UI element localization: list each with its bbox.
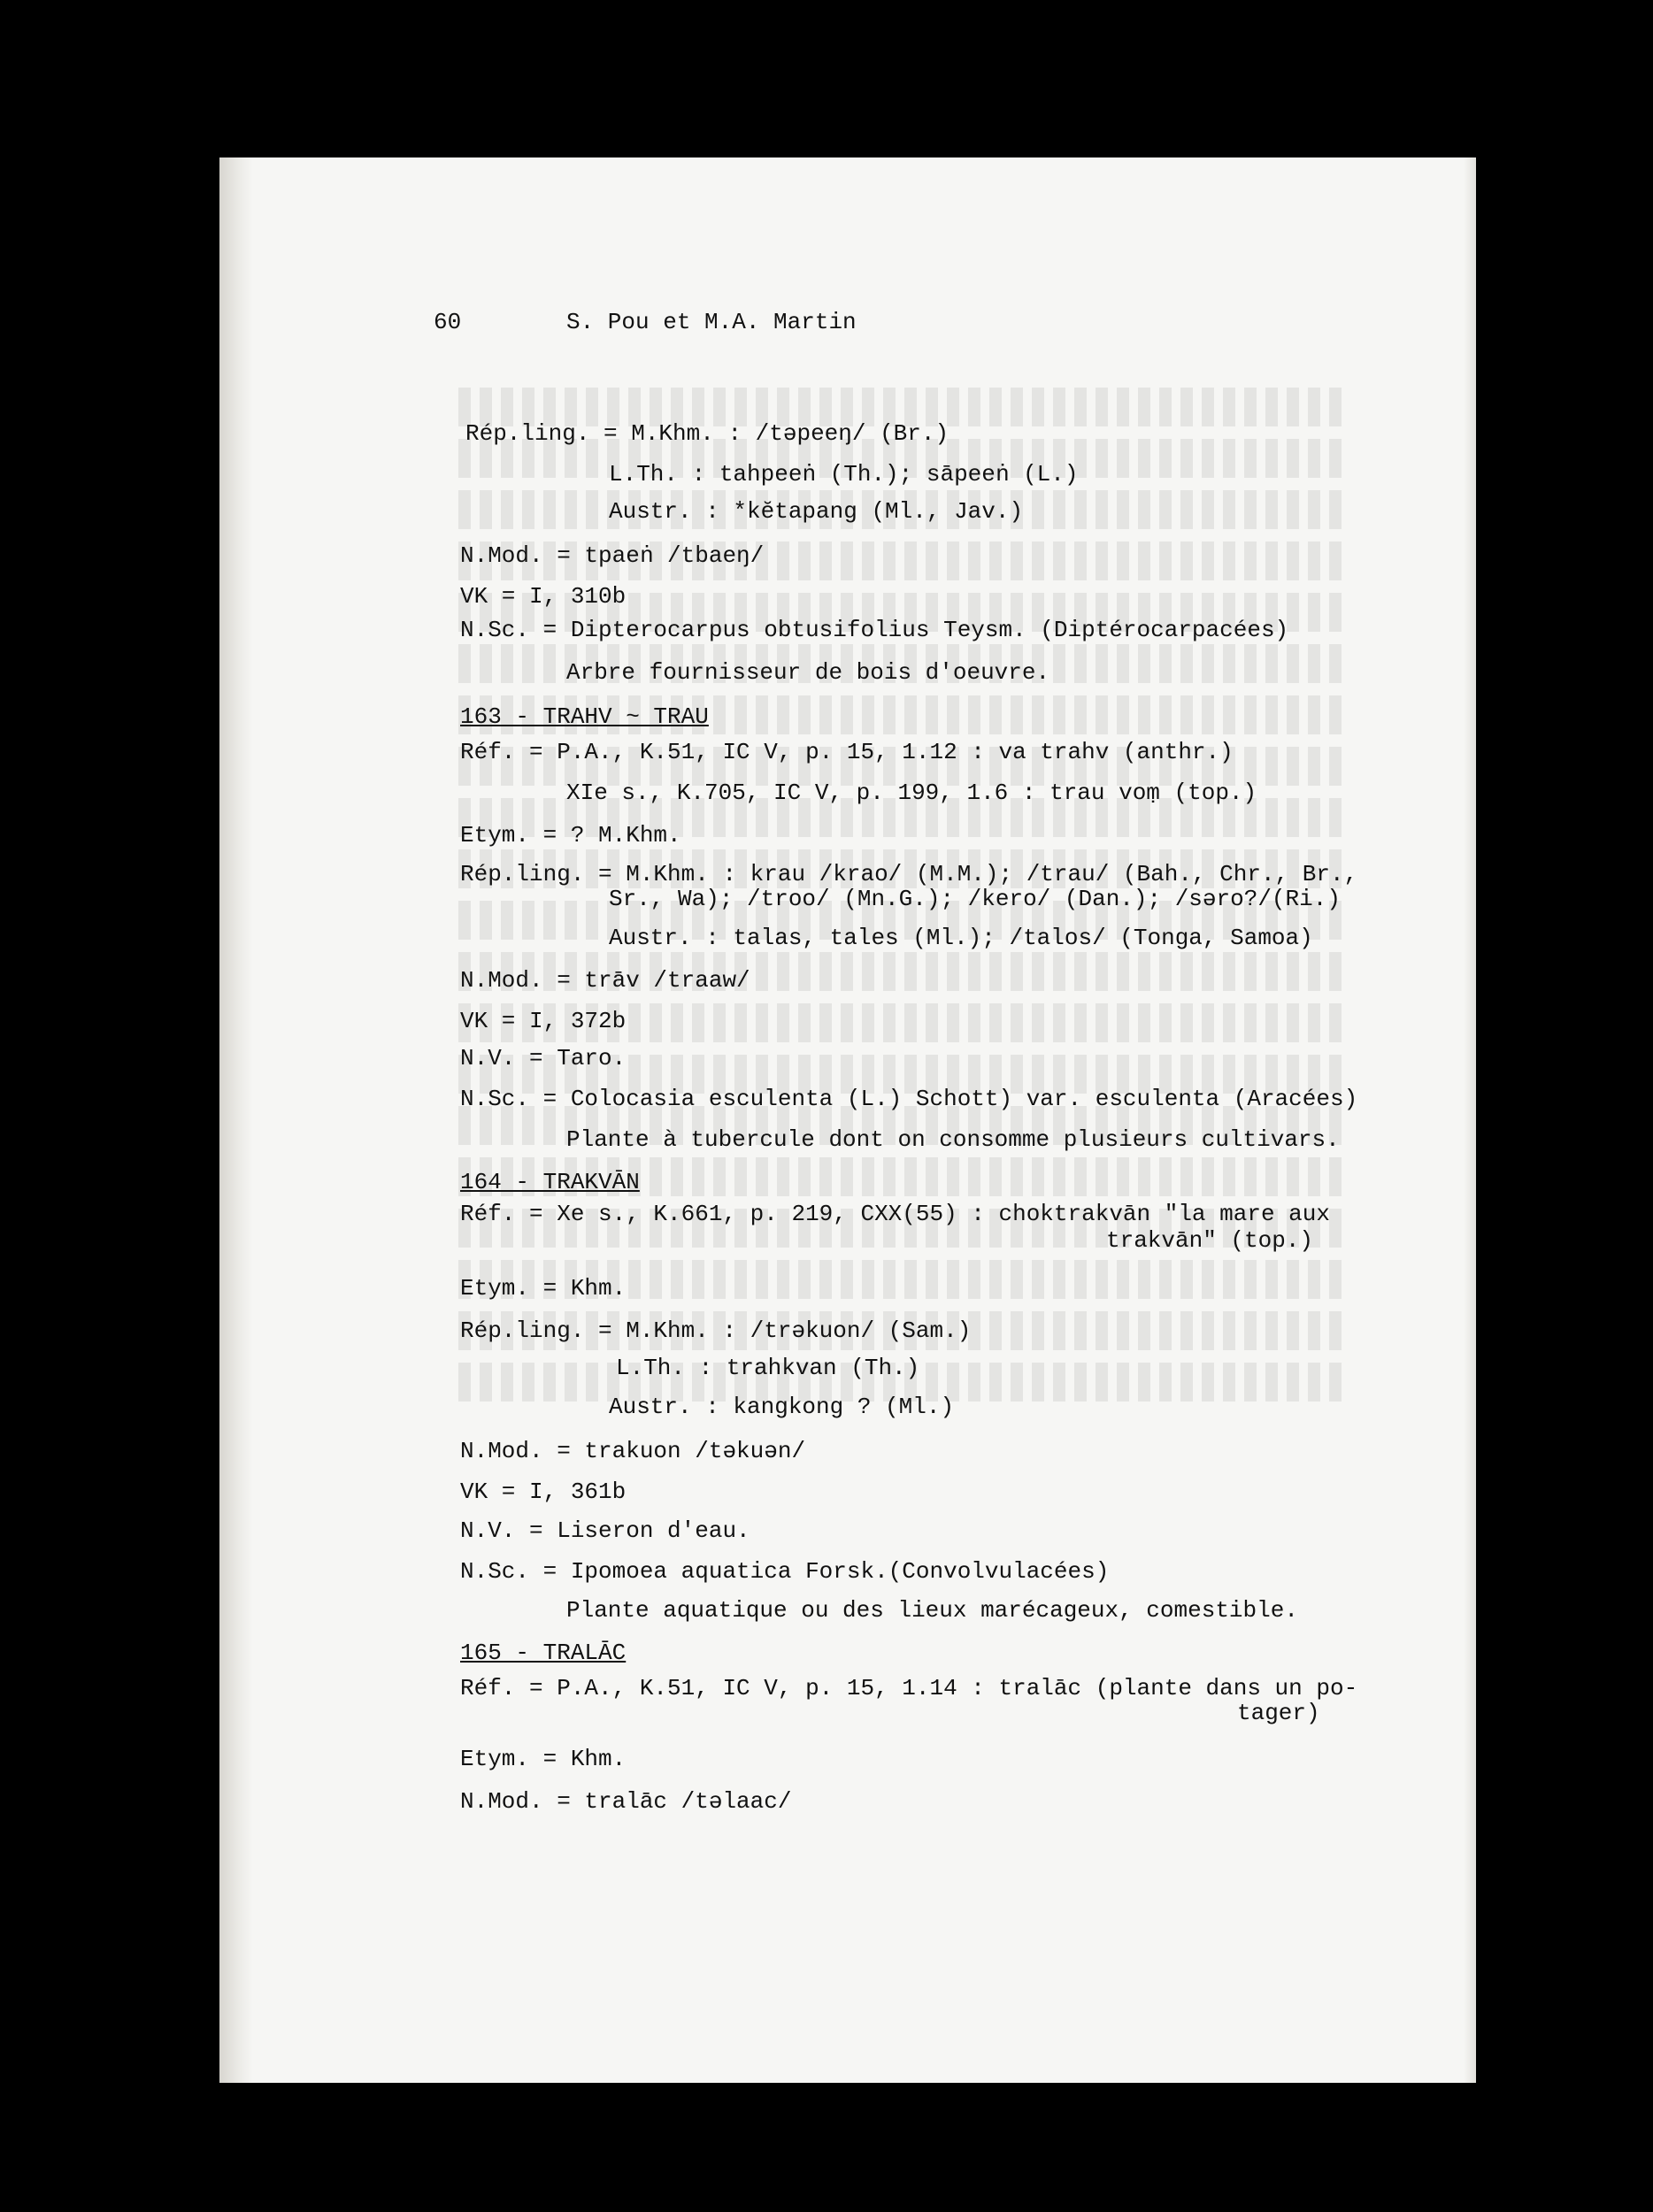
entry-line: Etym. = Khm. bbox=[460, 1275, 627, 1302]
entry-line: Réf. = P.A., K.51, IC V, p. 15, 1.12 : va trahv (anthr.) bbox=[460, 739, 1234, 765]
entry-line: Etym. = ? M.Khm. bbox=[460, 822, 681, 849]
entry-line: N.Mod. = trāv /traaw/ bbox=[460, 967, 750, 994]
entry-line: Rép.ling. = M.Khm. : krau /krao/ (M.M.); /trau/ (Bah., Chr., Br., bbox=[460, 861, 1358, 887]
entry-line: Réf. = P.A., K.51, IC V, p. 15, 1.14 : tralāc (plante dans un po- bbox=[460, 1675, 1358, 1701]
entry-line: XIe s., K.705, IC V, p. 199, 1.6 : trau voṃ (top.) bbox=[566, 780, 1257, 806]
entry-line: N.Sc. = Colocasia esculenta (L.) Schott) var. esculenta (Aracées) bbox=[460, 1086, 1358, 1112]
entry-line: Rép.ling. = M.Khm. : /trəkuon/ (Sam.) bbox=[460, 1317, 972, 1344]
entry-line: N.V. = Taro. bbox=[460, 1045, 627, 1071]
entry-line: Austr. : kangkong ? (Ml.) bbox=[609, 1394, 955, 1420]
page-number: 60 bbox=[434, 309, 462, 335]
entry-line: N.V. = Liseron d'eau. bbox=[460, 1517, 750, 1544]
entry-line: N.Mod. = trakuon /təkuən/ bbox=[460, 1438, 806, 1464]
entry-line: Arbre fournisseur de bois d'oeuvre. bbox=[566, 659, 1050, 686]
entry-line: Réf. = Xe s., K.661, p. 219, CXX(55) : choktrakvān "la mare aux bbox=[460, 1201, 1330, 1227]
entry-line: 164 - TRAKVĀN bbox=[460, 1169, 640, 1195]
entry-line: N.Mod. = tpaeṅ /tbaeŋ/ bbox=[460, 542, 765, 569]
entry-line: VK = I, 361b bbox=[460, 1479, 627, 1505]
entry-line: 163 - TRAHV ~ TRAU bbox=[460, 703, 709, 730]
entry-line: Etym. = Khm. bbox=[460, 1746, 627, 1772]
entry-line: Austr. : *kĕtapang (Ml., Jav.) bbox=[609, 498, 1024, 525]
entry-line: L.Th. : tahpeeṅ (Th.); sāpeeṅ (L.) bbox=[609, 461, 1079, 488]
entry-line: VK = I, 310b bbox=[460, 583, 627, 610]
entry-line: Plante aquatique ou des lieux marécageux, comestible. bbox=[566, 1597, 1298, 1624]
entry-line: N.Mod. = tralāc /təlaac/ bbox=[460, 1788, 792, 1815]
entry-line: trakvān" (top.) bbox=[1106, 1227, 1314, 1254]
entry-line: tager) bbox=[1237, 1700, 1320, 1726]
entry-line: Rép.ling. = M.Khm. : /təpeeŋ/ (Br.) bbox=[465, 420, 950, 447]
entry-line: VK = I, 372b bbox=[460, 1008, 627, 1034]
entry-line: Plante à tubercule dont on consomme plusieurs cultivars. bbox=[566, 1126, 1340, 1153]
entry-line: Sr., Wa); /troo/ (Mn.G.); /kero/ (Dan.); /səro?/(Ri.) bbox=[609, 886, 1341, 912]
page-spine-shadow bbox=[219, 157, 253, 2083]
entry-line: Austr. : talas, tales (Ml.); /talos/ (Tonga, Samoa) bbox=[609, 925, 1313, 951]
page-edge-shadow bbox=[1464, 157, 1476, 2083]
entry-line: N.Sc. = Ipomoea aquatica Forsk.(Convolvulacées) bbox=[460, 1558, 1110, 1585]
entry-line: N.Sc. = Dipterocarpus obtusifolius Teysm. (Diptérocarpacées) bbox=[460, 617, 1289, 643]
running-header-authors: S. Pou et M.A. Martin bbox=[566, 309, 857, 335]
entry-line: L.Th. : trahkvan (Th.) bbox=[616, 1355, 920, 1381]
entry-line: 165 - TRALĀC bbox=[460, 1640, 627, 1666]
